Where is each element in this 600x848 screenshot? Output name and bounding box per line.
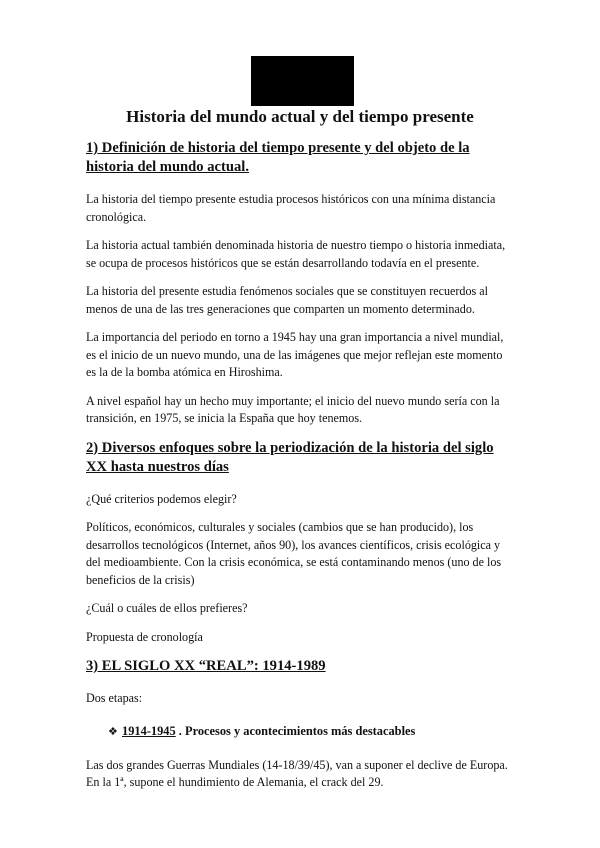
paragraph: Dos etapas:	[86, 691, 143, 705]
paragraph: La importancia del periodo en torno a 1945 hay una gran importancia a nivel mundial, es el inicio de un nuevo mundo, una de las imágenes que mejor reflejan este momento es la de la bomba atómica en Hiroshima.	[86, 330, 504, 379]
paragraph: La historia del presente estudia fenómenos sociales que se constituyen recuerdos al menos de una de las tres generaciones que comparten un momento determinado.	[86, 284, 488, 316]
paragraph: Las dos grandes Guerras Mundiales (14-18/39/45), van a suponer el declive de Europa. En la 1ª, supone el hundimiento de Alemania, el crack del 29.	[86, 757, 508, 789]
section-1-heading: 1) Definición de historia del tiempo presente y del objeto de la historia del mundo actual.	[86, 140, 470, 175]
paragraph: Propuesta de cronología	[86, 629, 203, 644]
document-title: Historia del mundo actual y del tiempo presente	[126, 107, 474, 126]
paragraph: Políticos, económicos, culturales y sociales (cambios que se han producido), los desarrollos tecnológicos (Internet, años 90), los avances científicos, crisis ecológica y del medioambiente. Con la crisis económica, se está contaminando menos (uno de los beneficios de la crisis)	[86, 520, 502, 587]
diamond-bullet-icon: ❖	[108, 725, 118, 738]
section-3-heading: 3) EL SIGLO XX “REAL”: 1914-1989	[86, 658, 326, 674]
bullet-years: 1914-1945	[122, 723, 176, 738]
bullet-text: . Procesos y acontecimientos más destacables	[175, 723, 416, 738]
bullet-item	[108, 722, 512, 741]
paragraph: A nivel español hay un hecho muy importante; el inicio del nuevo mundo sería con la transición, en 1975, se inicia la España que hoy tenemos.	[86, 393, 500, 425]
paragraph: ¿Cuál o cuáles de ellos prefieres?	[86, 601, 248, 615]
redacted-logo-block	[251, 56, 354, 106]
paragraph: ¿Qué criterios podemos elegir?	[86, 491, 237, 506]
document-body	[86, 139, 512, 803]
paragraph: La historia actual también denominada historia de nuestro tiempo o historia inmediata, se ocupa de procesos históricos que se están desarrollando todavía en el presente.	[86, 238, 506, 270]
paragraph: La historia del tiempo presente estudia procesos históricos con una mínima distancia cronológica.	[86, 192, 496, 224]
section-2-heading: 2) Diversos enfoques sobre la periodización de la historia del siglo XX hasta nuestros días	[86, 439, 494, 475]
